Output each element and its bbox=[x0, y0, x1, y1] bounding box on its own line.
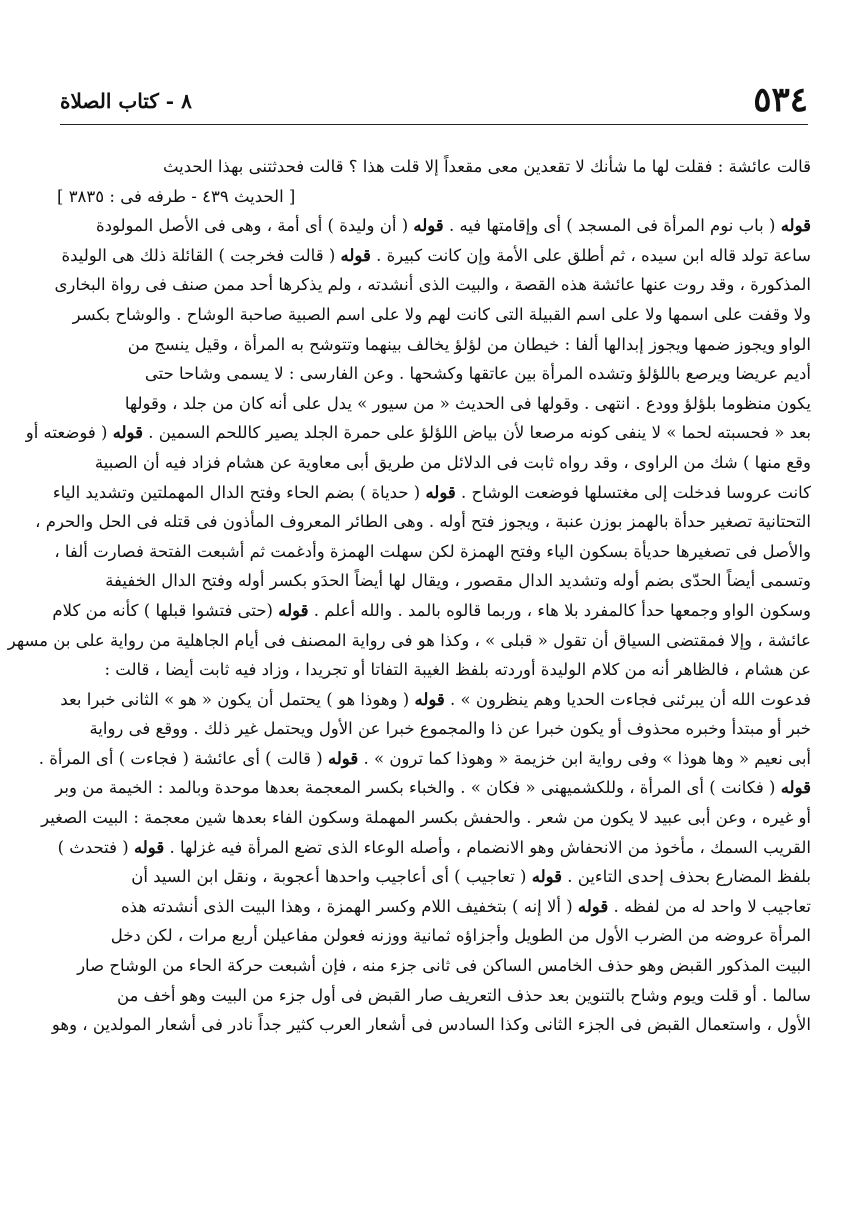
text-line: وسكون الواو وجمعها حدأ كالمفرد بلا هاء ، وربما قالوه بالمد . والله أعلم . قوله (حتى فتشوا قبلها ) كأنه من كلام bbox=[52, 600, 811, 620]
text-line: قالت عائشة : فقلت لها ما شأنك لا تقعدين معى مقعداً إلا قلت هذا ؟ قالت فحدثتنى بهذا الحديث bbox=[162, 157, 811, 176]
text-line: وقع منها ) شك من الراوى ، وقد رواه ثابت فى الدلائل من طريق أبى معاوية عن هشام فزاد فيه أن الصبية bbox=[94, 452, 811, 472]
page-number: ٥٣٤ bbox=[753, 80, 808, 120]
keyword-qawluhu: قوله bbox=[780, 216, 811, 236]
text-line: أديم عريضا ويرصع باللؤلؤ وتشده المرأة بين عاتقها وكشحها . وعن الفارسى : لا يسمى وشاحا حتى bbox=[144, 364, 811, 384]
text-line: المرأة عروضه من الضرب الأول من الطويل وأجزاؤه ثمانية ووزنه فعولن مفاعيلن أربع مرات ، لكن دخل bbox=[110, 926, 811, 946]
text-line: بلفظ المضارع بحذف إحدى التاءين . قوله ( تعاجيب ) أى أعاجيب واحدها أعجوبة ، ونقل ابن السيد أن bbox=[131, 867, 811, 887]
hadith-reference: [ الحديث ٤٣٩ - طرفه فى : ٣٨٣٥ ] bbox=[57, 186, 296, 206]
text-line: وتسمى أيضاً الحدّى بضم أوله وتشديد الدال مقصور ، ويقال لها أيضاً الحدَو بكسر أوله وفتح الدال الخفيفة bbox=[105, 571, 811, 591]
text-line: أبى نعيم « وها هوذا » وفى رواية ابن خزيمة « وهوذا كما ترون » . قوله ( قالت ) أى عائشة ( فجاءت ) أى المرأة . bbox=[38, 748, 811, 768]
text-line: تعاجيب لا واحد له من لفظه . قوله ( ألا إنه ) بتخفيف اللام وكسر الهمزة ، وهذا البيت الذى أنشدته هذه bbox=[120, 896, 811, 916]
text-line: عائشة ، وإلا فمقتضى السياق أن تقول « قبلى » ، وكذا هو فى رواية المصنف فى أيام الجاهلية من رواية على بن مسهر bbox=[7, 630, 811, 650]
text-line: سالما . أو قلت ويوم وشاح بالتنوين بعد حذف التعريف صار القبض فى أول جزء من البيت وهو أخف من bbox=[116, 985, 811, 1005]
text-line: المذكورة ، وقد روت عنها عائشة هذه القصة ، والبيت الذى أنشدته ، ولم يذكرها أحد ممن صنف فى رواة البخارى bbox=[54, 275, 811, 295]
page-body bbox=[7, 152, 811, 1040]
keyword-qawluhu: قوله bbox=[112, 423, 143, 443]
text-line: التحتانية تصغير حدأة بالهمز بوزن عنبة ، ويجوز فتح أوله . وهى الطائر المعروف المأذون فى قتله فى الحل والحرم ، bbox=[35, 512, 811, 532]
text-line: أو غيره ، وعن أبى عبيد لا يكون من شعر . والحفش بكسر المهملة وسكون الفاء بعدها شين معجمة : البيت الصغير bbox=[41, 808, 811, 828]
text-line: يكون منظوما بلؤلؤ وودع . انتهى . وقولها فى الحديث « من سيور » يدل على أنه كان من جلد ، وقولها bbox=[124, 393, 811, 413]
text-line: ساعة تولد قاله ابن سيده ، ثم أطلق على الأمة وإن كانت كبيرة . قوله ( قالت فخرجت ) القائلة ذلك هى الوليدة bbox=[61, 245, 811, 265]
header-rule bbox=[60, 124, 808, 125]
text-line: الأول ، واستعمال القبض فى الجزء الثانى وكذا السادس فى أشعار العرب كثير جداً نادر فى أشعار المولدين ، وهو bbox=[51, 1015, 811, 1035]
text-line: خبر أو مبتدأ وخبره محذوف أو يكون خبرا عن ذا والمجموع خبرا عن الأول ويحتمل غير ذلك . ووقع فى رواية bbox=[89, 719, 811, 739]
text-line: والأصل فى تصغيرها حديأة بسكون الياء وفتح الهمزة لكن سهلت الهمزة وأدغمت ثم أشبعت الفتحة فصارت ألفا ، bbox=[54, 541, 811, 561]
text-line: بعد « فحسبته لحما » لا ينفى كونه مرصعا لأن بياض اللؤلؤ على حمرة الجلد يصير كاللحم السمين . قوله ( فوضعته أو bbox=[25, 423, 811, 443]
text-line: قوله ( فكانت ) أى المرأة ، وللكشميهنى « فكان » . والخباء بكسر المعجمة بعدها موحدة وبالمد : الخيمة من وبر bbox=[55, 778, 811, 798]
keyword-qawluhu: قوله bbox=[327, 748, 359, 768]
keyword-qawluhu: قوله bbox=[340, 245, 371, 265]
text-line: ولا وقفت على اسمها ولا على اسم القبيلة التى كانت لهم ولا على اسم الصبية صاحبة الوشاح . والوشاح بكسر bbox=[72, 304, 811, 324]
text-line: فدعوت الله أن يبرئنى فجاءت الحديا وهم ينظرون » . قوله ( وهوذا هو ) يحتمل أن يكون « هو » الثانى خبرا بعد bbox=[60, 689, 811, 709]
keyword-qawluhu: قوله bbox=[780, 778, 811, 798]
page-header bbox=[60, 80, 808, 124]
keyword-qawluhu: قوله bbox=[413, 216, 444, 236]
keyword-qawluhu: قوله bbox=[425, 482, 456, 502]
keyword-qawluhu: قوله bbox=[133, 837, 165, 857]
text-line: قوله ( باب نوم المرأة فى المسجد ) أى وإقامتها فيه . قوله ( أن وليدة ) أى أمة ، وهى فى الأصل المولودة bbox=[95, 216, 811, 236]
text-line: الواو ويجوز ضمها ويجوز إبدالها ألفا : خيطان من لؤلؤ يخالف بينهما وتتوشح به المرأة ، وقيل ينسج من bbox=[127, 334, 811, 354]
keyword-qawluhu: قوله bbox=[278, 600, 309, 620]
keyword-qawluhu: قوله bbox=[531, 867, 563, 887]
text-line: القريب السمك ، مأخوذ من الانحفاش وهو الانضمام ، وأصله الوعاء الذى تضع المرأة فيه غزلها . قوله ( فتحدث ) bbox=[57, 837, 811, 857]
text-line: البيت المذكور القبض وهو حذف الخامس الساكن فى ثانى جزء منه ، فإن أشبعت حركة الحاء من الوشاح صار bbox=[77, 956, 811, 976]
text-line: عن هشام ، فالظاهر أنه من كلام الوليدة أوردته بلفظ الغيبة التفاتا أو تجريدا ، وزاد فيه ثابت أيضا ، قالت : bbox=[104, 660, 811, 680]
running-title: ٨ - كتاب الصلاة bbox=[60, 89, 192, 113]
text-line: كانت عروسا فدخلت إلى مغتسلها فوضعت الوشاح . قوله ( حدياة ) بضم الحاء وفتح الدال المهملتين وتشديد الياء bbox=[52, 482, 811, 502]
keyword-qawluhu: قوله bbox=[414, 689, 445, 709]
keyword-qawluhu: قوله bbox=[577, 896, 609, 916]
